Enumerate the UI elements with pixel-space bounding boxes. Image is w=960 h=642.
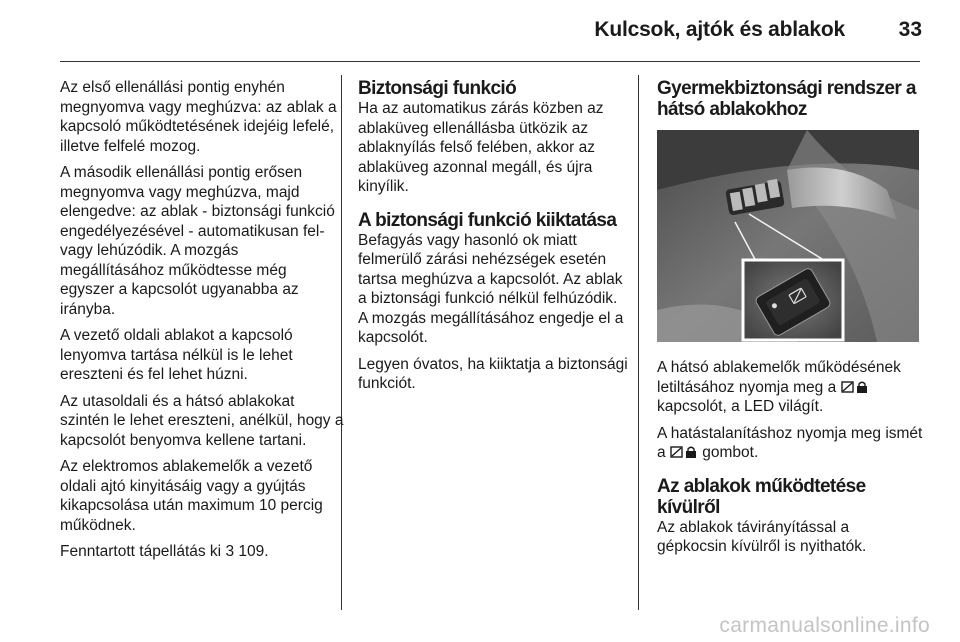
column-right [657, 78, 923, 564]
page-number: 33 [898, 18, 922, 41]
paragraph: Az utasoldali és a hátsó ablakokat szintén le lehet ereszteni, anélkül, hogy a kapcsolót benyomva kellene tartani. [60, 392, 344, 449]
section-heading: Gyermekbiztonsági rendszer a hátsó ablakokhoz [657, 78, 916, 120]
section-heading: Biztonsági funkció [358, 78, 517, 99]
section-heading: A biztonsági funkció kiiktatása [358, 209, 617, 231]
paragraph: Az ablakok távirányítással a gépkocsin kívülről is nyithatók. [657, 518, 867, 555]
reference-page-link[interactable]: 109. [238, 543, 269, 560]
paragraph: A második ellenállási pontig erősen megnyomva vagy meghúzva, majd elengedve: az ablak - biztonsági funkció engedélyezésével - automatikusan fel- vagy lehúzódik. A mozgás megállításához működtesse még egyszer a kapcsolót ugyanabba az irányba. [60, 164, 335, 318]
paragraph: Ha az automatikus zárás közben az ablaküveg ellenállásba ütközik az ablaknyílás felső felében, akkor az ablaküveg azonnal megáll, és újra kinyílik. [358, 100, 604, 195]
header-title: Kulcsok, ajtók és ablakok [594, 18, 845, 41]
section-heading: Az ablakok működtetése kívülről [657, 475, 866, 518]
column-divider-2 [638, 75, 639, 610]
paragraph: A vezető oldali ablakot a kapcsoló lenyomva tartása nélkül is le lehet ereszteni és fel lehet húzni. [60, 327, 293, 383]
child-lock-icon [670, 445, 698, 459]
page-reference-icon: 3 [225, 543, 235, 560]
column-middle [358, 78, 628, 401]
column-left [60, 78, 345, 569]
paragraph: Az első ellenállási pontig enyhén megnyomva vagy meghúzva: az ablak a kapcsoló működtetésének idejéig lefelé, illetve felfelé mozog. [60, 79, 337, 155]
paragraph: A hátsó ablakemelők működésének letiltásához nyomja meg a kapcsolót, a LED világít. [657, 359, 901, 415]
paragraph: Az elektromos ablakemelők a vezető oldali ajtó kinyitásáig vagy a gyújtás kikapcsolása után maximum 10 percig működnek. [60, 458, 323, 534]
watermark: carmanualsonline.info [719, 614, 930, 637]
child-lock-icon [841, 380, 869, 394]
door-panel-photo [657, 130, 919, 342]
paragraph-reference [60, 542, 345, 562]
paragraph: Legyen óvatos, ha kiiktatja a biztonsági funkciót. [358, 355, 628, 392]
paragraph: Befagyás vagy hasonló ok miatt felmerülő zárási nehézségek esetén tartsa meghúzva a kapcsolót. Az ablak a biztonsági funkció nélkül felhúzódik. A mozgás megállításához engedje el a kapcsolót. [358, 231, 624, 346]
header-rule [60, 61, 920, 62]
reference-text: Fenntartott tápellátás ki [60, 543, 222, 560]
paragraph: A hatástalanításhoz nyomja meg ismét a gombot. [657, 424, 923, 461]
